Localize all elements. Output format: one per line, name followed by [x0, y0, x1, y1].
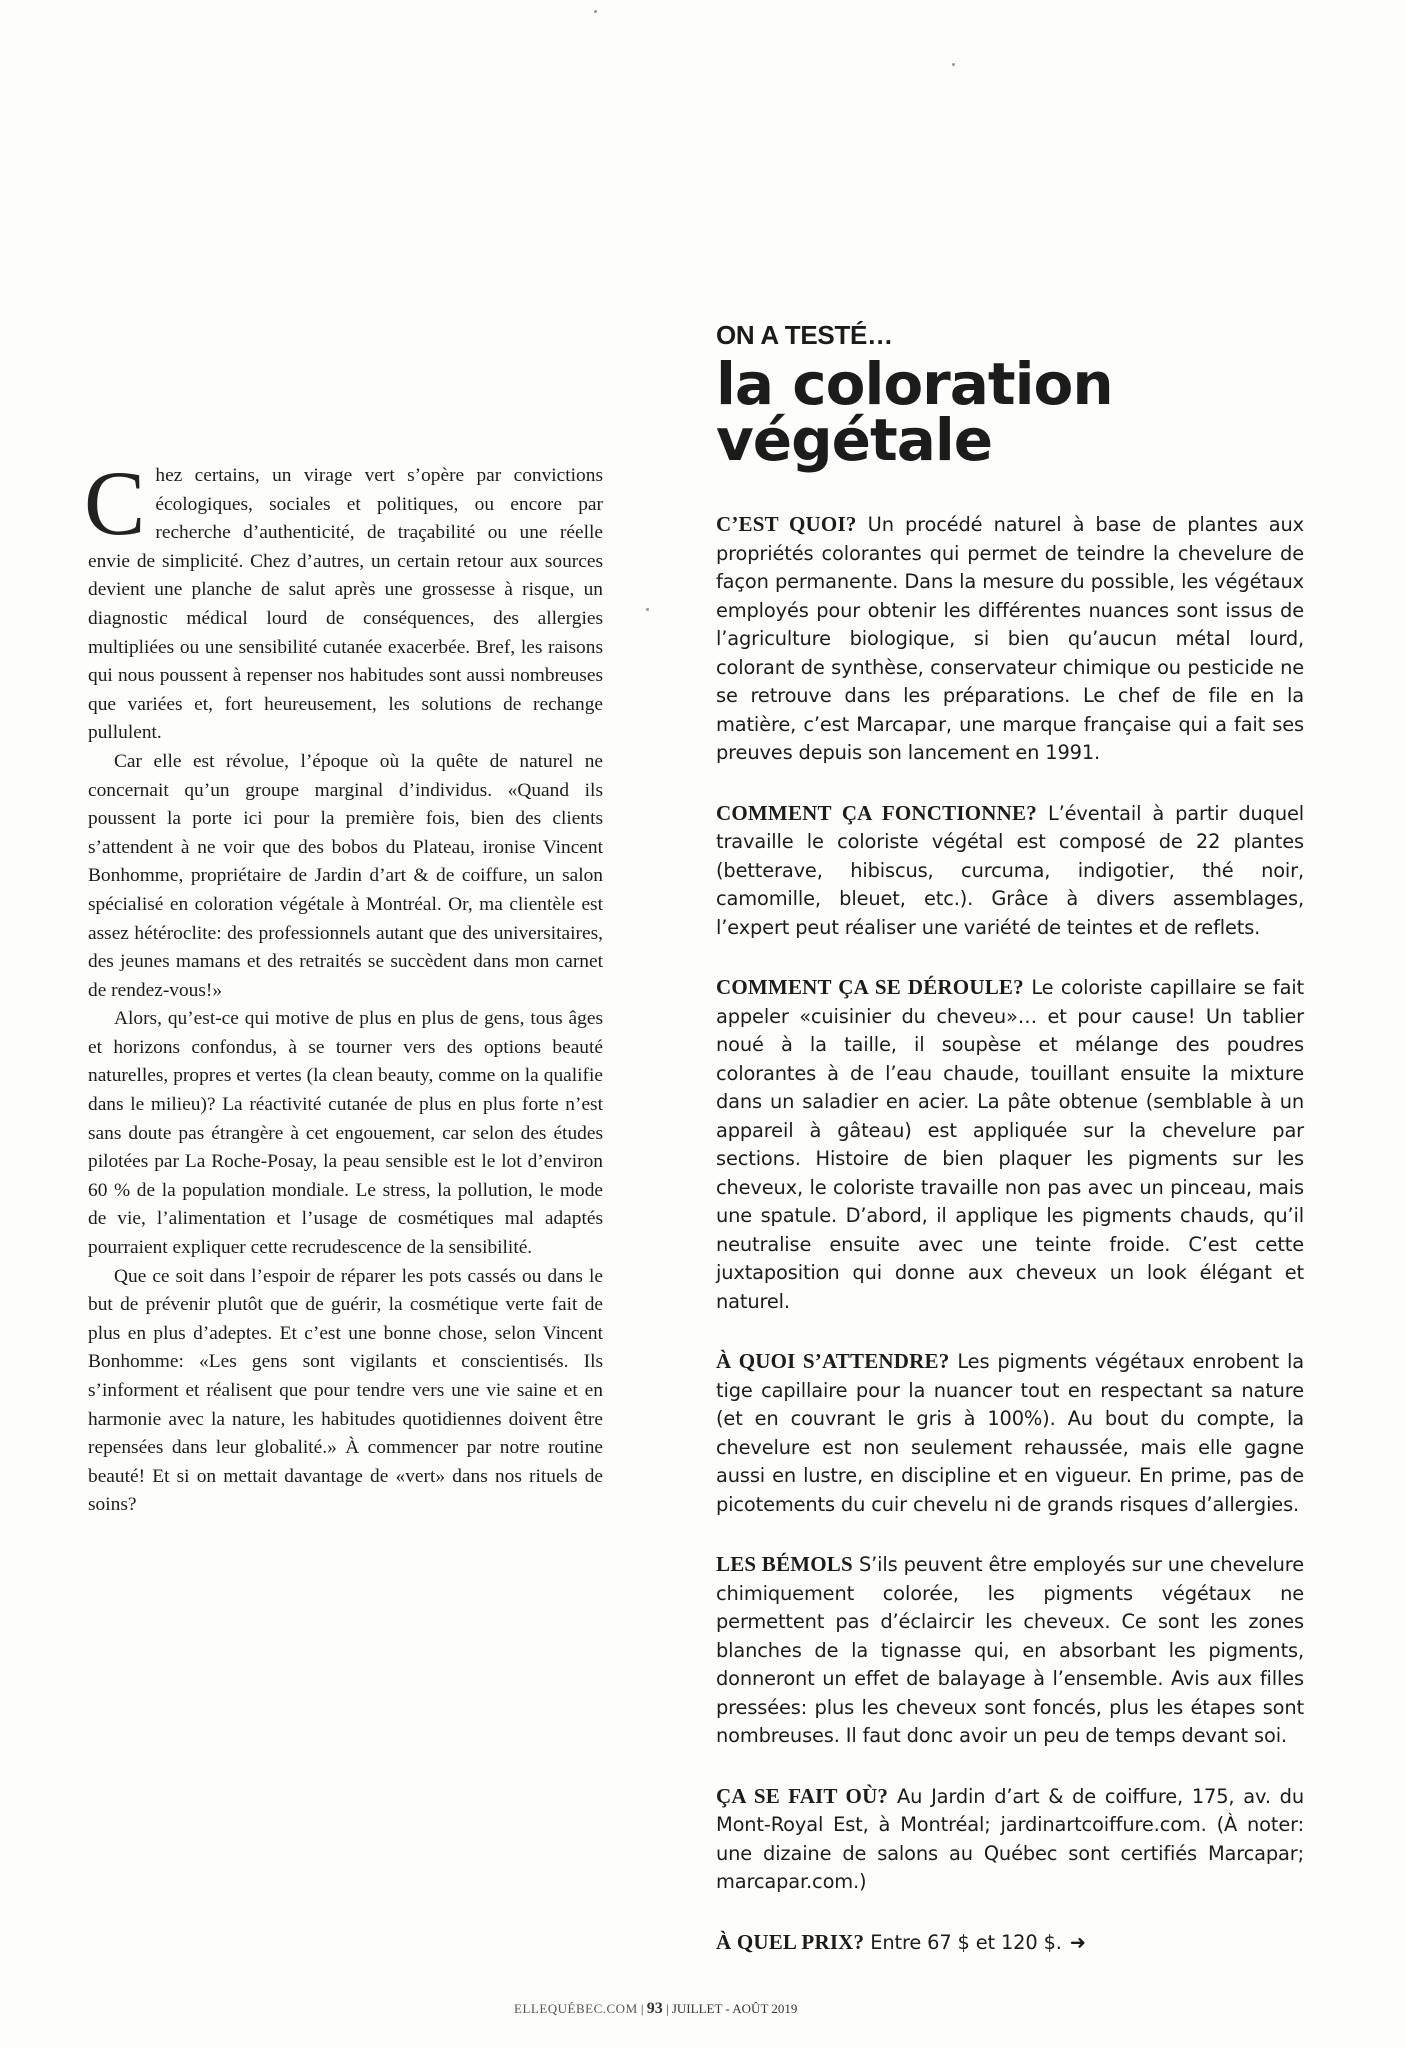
headline-line: la coloration — [716, 350, 1113, 418]
section-comment-ca-se-deroule — [716, 973, 1304, 1316]
intro-text: hez certains, un virage vert s’opère par convictions écologiques, sociales et politiques, ou encore par recherche d’authenticité, de traçabilité ou une réelle envie de simplicité. Chez d’autres, un certain retour aux sources devient une planche de salut après une grossesse à risque, un diagnostic médical lourd de conséquences, des allergies multipliées ou une sensibilité cutanée exacerbée. Bref, les raisons qui nous poussent à repenser nos habitudes sont aussi nombreuses que variées et, fort heureusement, les solutions de rechange pullulent. — [88, 465, 603, 744]
drop-cap: C — [84, 452, 146, 554]
section-text: Les pigments végétaux enrobent la tige capillaire pour la nuancer tout en respectant sa nature (et en couvrant le gris à 100%). Au bout du compte, la chevelure est non seulement rehaussée, mais elle gagne aussi en lustre, en discipline et en vigueur. En prime, pas de picotements du cuir chevelu ni de grands risques d’allergies. — [716, 1350, 1304, 1516]
body-paragraph: Car elle est révolue, l’époque où la quête de naturel ne concernait qu’un groupe marginal d’individus. «Quand ils poussent la porte ici pour la première fois, bien des clients s’attendent à ne voir que des bobos du Plateau, ironise Vincent Bonhomme, propriétaire de Jardin d’art & de coiffure, un salon spécialisé en coloration végétale à Montréal. Or, ma clientèle est assez hétéroclite: des professionnels autant que des universitaires, des jeunes mamans et des retraités se succèdent dans mon carnet de rendez-vous!» — [88, 750, 603, 1001]
page-footer — [514, 2000, 974, 2018]
intro-paragraph — [84, 452, 603, 748]
scan-speck — [594, 10, 597, 13]
section-label: À QUEL PRIX? — [716, 1929, 865, 1954]
section-text: Un procédé naturel à base de plantes aux propriétés colorantes qui permet de teindre la chevelure de façon permanente. Dans la mesure du possible, les végétaux employés pour obtenir les différentes nuances sont issus de l’agriculture biologique, si bien qu’aucun métal lourd, colorant de synthèse, conservateur chimique ou pesticide ne se retrouve dans les préparations. Le chef de file en la matière, c’est Marcapar, une marque française qui a fait ses preuves depuis son lancement en 1991. — [716, 513, 1304, 764]
section-text: Entre 67 $ et 120 $. — [864, 1930, 1062, 1954]
section-les-bemols — [716, 1550, 1304, 1751]
section-label: COMMENT ÇA FONCTIONNE? — [716, 800, 1037, 825]
section-cest-quoi — [716, 510, 1304, 768]
section-text: L’éventail à partir duquel travaille le coloriste végétal est composé de 22 plantes (betterave, hibiscus, curcuma, indigotier, thé noir, camomille, bleuet, etc.). Grâce à divers assemblages, l’expert peut réaliser une variété de teintes et de reflets. — [716, 801, 1305, 939]
body-paragraph: Que ce soit dans l’espoir de réparer les pots cassés ou dans le but de prévenir plutôt que de guérir, la cosmétique verte fait de plus en plus d’adeptes. Et c’est une bonne chose, selon Vincent Bonhomme: «Les gens sont vigilants et conscientisés. Ils s’informent et réalisent que pour tendre vers une vie saine et en harmonie avec la nature, les habitudes quotidiennes doivent être repensées dans leur globalité.» À commencer par notre routine beauté! Et si on mettait davantage de «vert» dans nos rituels de soins? — [88, 1265, 603, 1516]
page-number: 93 — [646, 2000, 663, 2017]
section-text: Au Jardin d’art & de coiffure, 175, av. du Mont-Royal Est, à Montréal; jardinartcoiffure.com. (À noter: une dizaine de salons au Québec sont certifiés Marcapar; marcapar.com.) — [716, 1784, 1304, 1893]
section-label: C’EST QUOI? — [716, 512, 857, 536]
scan-speck — [952, 63, 955, 66]
section-label: COMMENT ÇA SE DÉROULE? — [716, 975, 1024, 999]
footer-site: ELLEQUÉBEC.COM — [514, 2001, 638, 2016]
scan-speck — [646, 608, 649, 611]
article-body — [84, 452, 603, 1520]
section-a-quoi-sattendre — [716, 1347, 1304, 1519]
section-text: S’ils peuvent être employés sur une chevelure chimiquement colorée, les pigments végétaux ne permettent pas d’éclaircir les cheveux. Ce sont les zones blanches de la tignasse qui, en absorbant les pigments, donneront un effet de balayage à l’ensemble. Avis aux filles pressées: plus les cheveux sont foncés, plus les étapes sont nombreuses. Il faut donc avoir un peu de temps devant soi. — [716, 1553, 1304, 1747]
body-paragraph: Alors, qu’est-ce qui motive de plus en plus de gens, tous âges et horizons confondus, à se tourner vers des options beauté naturelles, propres et vertes (la clean beauty, comme on la qualifie dans le milieu)? La réactivité cutanée de plus en plus forte n’est sans doute pas étrangère à cet engouement, car selon des études pilotées par La Roche-Posay, la peau sensible est le lot d’environ 60 % de la population mondiale. Le stress, la pollution, le mode de vie, l’alimentation et l’usage de cosmétiques mal adaptés pourraient expliquer cette recrudescence de la sensibilité. — [88, 1008, 603, 1259]
section-label: À QUOI S’ATTENDRE? — [716, 1349, 950, 1373]
section-a-quel-prix — [716, 1928, 1304, 1958]
section-label: ÇA SE FAIT OÙ? — [716, 1783, 889, 1808]
continue-arrow-icon: ➜ — [1069, 1930, 1086, 1954]
footer-separator: | — [640, 2001, 644, 2016]
section-label: LES BÉMOLS — [716, 1552, 853, 1576]
sidebar-box — [716, 320, 1304, 1988]
section-text: Le coloriste capillaire se fait appeler «cuisinier du cheveu»… et pour cause! Un tablier noué à la taille, il soupèse et mélange des poudres colorantes à de l’eau chaude, touillant ensuite la mixture dans un saladier en acier. La pâte obtenue (semblable à un appareil à gâteau) est appliquée sur la chevelure par sections. Histoire de bien plaquer les pigments sur les cheveux, le coloriste travaille non pas avec un pinceau, mais une spatule. D’abord, il applique les pigments chauds, qu’il neutralise ensuite avec une teinte froide. C’est cette juxtaposition qui donne aux cheveux un look élégant et naturel. — [716, 976, 1304, 1313]
issue-date: JUILLET - AOÛT 2019 — [671, 2001, 798, 2016]
footer-separator: | — [666, 2001, 669, 2016]
section-ca-se-fait-ou — [716, 1782, 1304, 1897]
kicker-title: ON A TESTÉ… — [716, 320, 893, 350]
headline — [716, 350, 1236, 474]
section-comment-ca-fonctionne — [716, 799, 1304, 943]
headline-line: végétale — [716, 406, 993, 474]
